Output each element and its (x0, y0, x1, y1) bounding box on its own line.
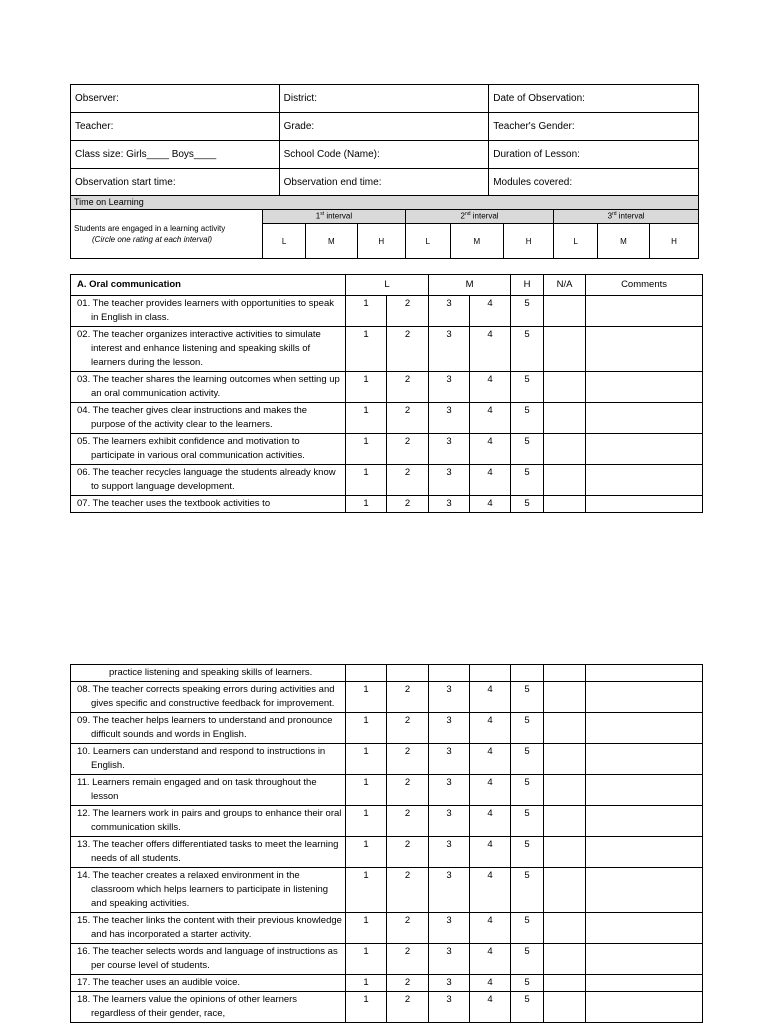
na-cell[interactable] (544, 744, 586, 775)
rating-option[interactable]: 4 (470, 975, 511, 992)
rating-option[interactable]: 3 (429, 434, 470, 465)
observation-row (71, 113, 699, 141)
statement-row (71, 806, 703, 837)
comments-cell[interactable] (586, 913, 703, 944)
rating-option[interactable]: 3 (429, 992, 470, 1023)
rating-option[interactable]: 1 (346, 775, 387, 806)
na-cell[interactable] (544, 868, 586, 913)
rating-option[interactable]: 2 (387, 496, 429, 513)
comments-cell[interactable] (586, 465, 703, 496)
observation-field[interactable]: Observer: (71, 85, 280, 113)
na-cell[interactable] (544, 434, 586, 465)
na-cell[interactable] (544, 713, 586, 744)
rating-option[interactable]: 5 (511, 296, 544, 327)
statement-row (71, 403, 703, 434)
rating-option[interactable]: 3 (429, 775, 470, 806)
rating-option[interactable]: 2 (387, 837, 429, 868)
interval-3-rating-option[interactable]: H (650, 224, 699, 259)
comments-cell[interactable] (586, 496, 703, 513)
interval-1-rating-option[interactable]: H (357, 224, 405, 259)
engagement-label-cell (71, 210, 263, 259)
observation-field[interactable]: District: (279, 85, 489, 113)
interval-2-rating-option[interactable]: M (450, 224, 503, 259)
rating-option[interactable]: 5 (511, 913, 544, 944)
statement-text: 10. Learners can understand and respond to instructions in English. (71, 744, 346, 775)
rating-option[interactable]: 3 (429, 868, 470, 913)
statement-row (71, 372, 703, 403)
oral-header-row (71, 275, 703, 296)
rating-option[interactable]: 3 (429, 837, 470, 868)
statement-text: 01. The teacher provides learners with opportunities to speak in English in class. (71, 296, 346, 327)
comments-cell[interactable] (586, 434, 703, 465)
interval-1-rating-option[interactable]: M (306, 224, 357, 259)
rating-option[interactable]: 3 (429, 913, 470, 944)
rating-option[interactable]: 4 (470, 913, 511, 944)
continuation-row (71, 665, 703, 682)
statement-text: 06. The teacher recycles language the students already know to support language development. (71, 465, 346, 496)
rating-option[interactable]: 4 (470, 403, 511, 434)
interval-1-rating-option[interactable]: L (263, 224, 306, 259)
statement-text: 08. The teacher corrects speaking errors during activities and gives specific and constructive feedback for improvement. (71, 682, 346, 713)
statement-row (71, 837, 703, 868)
na-cell[interactable] (544, 296, 586, 327)
rating-option[interactable]: 3 (429, 496, 470, 513)
na-cell[interactable] (544, 913, 586, 944)
comments-cell[interactable] (586, 837, 703, 868)
rating-option[interactable]: 4 (470, 868, 511, 913)
rating-option[interactable]: 1 (346, 992, 387, 1023)
rating-option[interactable]: 5 (511, 744, 544, 775)
rating-option[interactable]: 3 (429, 744, 470, 775)
statement-text: 14. The teacher creates a relaxed environment in the classroom which helps learners to participate in listening and speaking activities. (71, 868, 346, 913)
interval-3-rating-option[interactable]: M (597, 224, 649, 259)
statement-row (71, 913, 703, 944)
rating-option[interactable]: 2 (387, 992, 429, 1023)
rating-option[interactable]: 4 (470, 837, 511, 868)
observation-field[interactable]: Duration of Lesson: (489, 141, 699, 169)
rating-option[interactable]: 1 (346, 403, 387, 434)
rating-option[interactable]: 3 (429, 682, 470, 713)
statement-text: 18. The learners value the opinions of other learners regardless of their gender, race, (71, 992, 346, 1023)
rating-option[interactable]: 3 (429, 806, 470, 837)
rating-option[interactable]: 2 (387, 434, 429, 465)
rating-option[interactable]: 5 (511, 434, 544, 465)
statement-text: 16. The teacher selects words and language of instructions as per course level of students. (71, 944, 346, 975)
interval-3-rating-option[interactable]: L (554, 224, 598, 259)
rating-option[interactable]: 5 (511, 944, 544, 975)
comments-cell[interactable] (586, 682, 703, 713)
na-cell[interactable] (544, 806, 586, 837)
comments-cell[interactable] (586, 775, 703, 806)
rating-option[interactable]: 5 (511, 372, 544, 403)
comments-cell[interactable] (586, 806, 703, 837)
rating-option[interactable]: 1 (346, 975, 387, 992)
rating-option[interactable]: 3 (429, 975, 470, 992)
rating-option[interactable]: 2 (387, 868, 429, 913)
observation-field[interactable]: Class size: Girls____ Boys____ (71, 141, 280, 169)
statement-text: 03. The teacher shares the learning outcomes when setting up an oral communication activity. (71, 372, 346, 403)
comments-cell[interactable] (586, 327, 703, 372)
observation-row (71, 85, 699, 113)
rating-option[interactable]: 5 (511, 403, 544, 434)
statement-row (71, 944, 703, 975)
engagement-label: Students are engaged in a learning activity (74, 224, 226, 233)
rating-option[interactable]: 1 (346, 806, 387, 837)
na-cell[interactable] (544, 496, 586, 513)
observation-field[interactable]: Observation start time: (71, 169, 280, 197)
interval-2-header: 2nd interval (405, 210, 553, 224)
comments-cell[interactable] (586, 372, 703, 403)
rating-option[interactable]: 3 (429, 713, 470, 744)
comments-cell[interactable] (586, 713, 703, 744)
time-on-learning-header-row (71, 196, 699, 210)
rating-option[interactable]: 3 (429, 465, 470, 496)
rating-option[interactable]: 2 (387, 296, 429, 327)
rating-option[interactable]: 5 (511, 837, 544, 868)
statement-row (71, 296, 703, 327)
rating-option[interactable]: 5 (511, 775, 544, 806)
rating-option[interactable]: 3 (429, 944, 470, 975)
statement-row (71, 975, 703, 992)
observation-field[interactable]: Observation end time: (279, 169, 489, 197)
observation-row (71, 141, 699, 169)
statement-text: 15. The teacher links the content with their previous knowledge and has incorporated a starter activity. (71, 913, 346, 944)
statement-row (71, 992, 703, 1023)
rating-option[interactable]: 4 (470, 682, 511, 713)
na-cell[interactable] (544, 682, 586, 713)
interval-row (71, 210, 699, 224)
rating-option[interactable]: 3 (429, 327, 470, 372)
rating-option[interactable]: 2 (387, 713, 429, 744)
rating-option[interactable]: 5 (511, 992, 544, 1023)
na-cell[interactable] (544, 837, 586, 868)
rating-option[interactable]: 1 (346, 327, 387, 372)
oral-communication-table (70, 274, 703, 513)
rating-option[interactable]: 4 (470, 992, 511, 1023)
rating-option[interactable]: 4 (470, 296, 511, 327)
statement-row (71, 744, 703, 775)
rating-option[interactable]: 4 (470, 327, 511, 372)
statement-row (71, 434, 703, 465)
observation-details-table (70, 84, 699, 197)
rating-option[interactable]: 2 (387, 403, 429, 434)
interval-2-rating-option[interactable]: H (504, 224, 554, 259)
statement-row (71, 465, 703, 496)
rating-option[interactable]: 4 (470, 806, 511, 837)
statement-row (71, 496, 703, 513)
rating-option[interactable]: 5 (511, 868, 544, 913)
rating-option[interactable]: 5 (511, 327, 544, 372)
section-title: A. Oral communication (71, 275, 346, 296)
statement-row (71, 775, 703, 806)
rating-option[interactable]: 1 (346, 296, 387, 327)
rating-option[interactable]: 1 (346, 744, 387, 775)
statement-text: 02. The teacher organizes interactive activities to simulate interest and enhance listening and speaking skills of learners during the lesson. (71, 327, 346, 372)
rating-option[interactable]: 5 (511, 682, 544, 713)
rating-option[interactable]: 3 (429, 403, 470, 434)
rating-option[interactable]: 4 (470, 944, 511, 975)
rating-option[interactable]: 4 (470, 372, 511, 403)
rating-option[interactable]: 2 (387, 913, 429, 944)
statement-text: 04. The teacher gives clear instructions and makes the purpose of the activity clear to the learners. (71, 403, 346, 434)
time-on-learning-table (70, 195, 699, 259)
comments-cell[interactable] (586, 403, 703, 434)
rating-option[interactable]: 2 (387, 744, 429, 775)
time-on-learning-title: Time on Learning (71, 196, 699, 210)
rating-option[interactable]: 2 (387, 465, 429, 496)
statement-text: 05. The learners exhibit confidence and motivation to participate in various oral communication activities. (71, 434, 346, 465)
rating-option[interactable]: 1 (346, 372, 387, 403)
statement-row (71, 713, 703, 744)
rating-option[interactable]: 1 (346, 496, 387, 513)
header-h: H (511, 275, 544, 296)
comments-cell[interactable] (586, 975, 703, 992)
header-m: M (429, 275, 511, 296)
rating-option[interactable]: 1 (346, 682, 387, 713)
rating-option[interactable]: 5 (511, 713, 544, 744)
rating-option[interactable]: 1 (346, 434, 387, 465)
rating-option[interactable]: 4 (470, 744, 511, 775)
comments-cell[interactable] (586, 992, 703, 1023)
rating-option[interactable]: 1 (346, 913, 387, 944)
engagement-note: (Circle one rating at each interval) (92, 235, 213, 244)
rating-option[interactable]: 3 (429, 296, 470, 327)
rating-option[interactable]: 4 (470, 434, 511, 465)
interval-1-header: 1st interval (263, 210, 406, 224)
rating-option[interactable]: 5 (511, 496, 544, 513)
rating-option[interactable]: 4 (470, 775, 511, 806)
rating-option[interactable]: 1 (346, 868, 387, 913)
rating-option[interactable]: 2 (387, 975, 429, 992)
rating-option[interactable]: 5 (511, 465, 544, 496)
na-cell[interactable] (544, 465, 586, 496)
statement-text: 13. The teacher offers differentiated tasks to meet the learning needs of all students. (71, 837, 346, 868)
na-cell[interactable] (544, 992, 586, 1023)
header-l: L (346, 275, 429, 296)
header-comments: Comments (586, 275, 703, 296)
na-cell[interactable] (544, 403, 586, 434)
rating-option[interactable]: 2 (387, 372, 429, 403)
interval-3-header: 3rd interval (554, 210, 699, 224)
rating-option[interactable]: 2 (387, 944, 429, 975)
statement-text: 07. The teacher uses the textbook activities to (71, 496, 346, 513)
statement-text: 17. The teacher uses an audible voice. (71, 975, 346, 992)
rating-option[interactable]: 5 (511, 806, 544, 837)
rating-option[interactable]: 2 (387, 327, 429, 372)
statement-text: 09. The teacher helps learners to understand and pronounce difficult sounds and words in English. (71, 713, 346, 744)
na-cell[interactable] (544, 944, 586, 975)
rating-option[interactable]: 5 (511, 975, 544, 992)
observation-field[interactable]: Date of Observation: (489, 85, 699, 113)
observation-field[interactable]: Teacher: (71, 113, 280, 141)
rating-option[interactable]: 2 (387, 682, 429, 713)
na-cell[interactable] (544, 327, 586, 372)
rating-option[interactable]: 1 (346, 713, 387, 744)
rating-option[interactable]: 1 (346, 465, 387, 496)
oral-communication-table-continued (70, 664, 703, 1023)
statement-row (71, 868, 703, 913)
comments-cell[interactable] (586, 944, 703, 975)
comments-cell[interactable] (586, 296, 703, 327)
rating-option[interactable]: 3 (429, 372, 470, 403)
statement-row (71, 682, 703, 713)
rating-option[interactable]: 4 (470, 496, 511, 513)
rating-option[interactable]: 4 (470, 465, 511, 496)
rating-option[interactable]: 2 (387, 775, 429, 806)
na-cell[interactable] (544, 975, 586, 992)
rating-option[interactable]: 1 (346, 837, 387, 868)
rating-option[interactable]: 2 (387, 806, 429, 837)
comments-cell[interactable] (586, 744, 703, 775)
observation-field[interactable]: School Code (Name): (279, 141, 489, 169)
na-cell[interactable] (544, 372, 586, 403)
na-cell[interactable] (544, 775, 586, 806)
statement-text: 12. The learners work in pairs and groups to enhance their oral communication skills. (71, 806, 346, 837)
comments-cell[interactable] (586, 868, 703, 913)
statement-text: 11. Learners remain engaged and on task throughout the lesson (71, 775, 346, 806)
interval-2-rating-option[interactable]: L (405, 224, 450, 259)
rating-option[interactable]: 4 (470, 713, 511, 744)
observation-field[interactable]: Teacher's Gender: (489, 113, 699, 141)
header-na: N/A (544, 275, 586, 296)
statement-row (71, 327, 703, 372)
observation-row (71, 169, 699, 197)
observation-field[interactable]: Modules covered: (489, 169, 699, 197)
statement-continuation: practice listening and speaking skills of learners. (71, 665, 346, 682)
rating-option[interactable]: 1 (346, 944, 387, 975)
observation-field[interactable]: Grade: (279, 113, 489, 141)
